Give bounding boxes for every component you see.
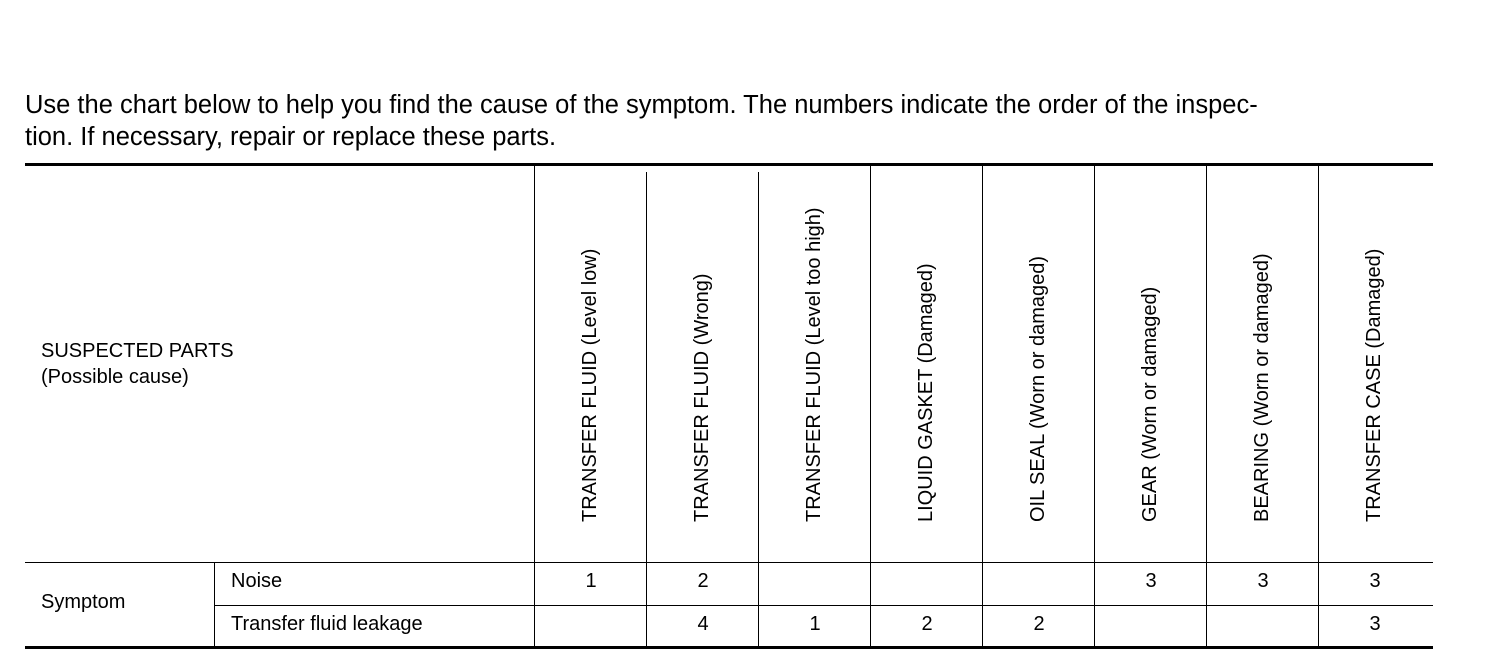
symptom-label: Symptom: [41, 591, 126, 613]
intro-line-1: Use the chart below to help you find the cause of the symptom. The numbers indicate the order of the inspec-: [25, 91, 1258, 119]
suspected-parts-subtitle: (Possible cause): [41, 366, 189, 388]
column-header-text: TRANSFER FLUID (Wrong): [691, 273, 713, 522]
table-cell: 2: [921, 613, 933, 635]
row-separator-rule: [214, 605, 1433, 606]
row-label-fluid-leakage: Transfer fluid leakage: [231, 613, 423, 635]
table-cell: 3: [1369, 570, 1381, 592]
column-header-text: TRANSFER FLUID (Level low): [579, 248, 601, 522]
suspected-parts-title: SUSPECTED PARTS: [41, 340, 234, 362]
table-top-rule: [25, 163, 1433, 166]
column-header-text: OIL SEAL (Worn or damaged): [1027, 255, 1049, 522]
table-cell: 1: [809, 613, 821, 635]
table-cell: 3: [1257, 570, 1269, 592]
intro-text: [25, 89, 1455, 153]
column-header: [534, 168, 646, 560]
column-header: [1318, 168, 1430, 560]
suspected-parts-label: [41, 338, 234, 390]
row-label-noise: Noise: [231, 570, 283, 592]
table-bottom-rule: [25, 646, 1433, 649]
column-header-text: TRANSFER FLUID (Level too high): [803, 207, 825, 522]
table-cell: 2: [1033, 613, 1045, 635]
column-header: [646, 168, 758, 560]
column-header: [870, 168, 982, 560]
column-header-text: LIQUID GASKET (Damaged): [915, 263, 937, 522]
column-header-text: TRANSFER CASE (Damaged): [1363, 248, 1385, 522]
column-header: [1206, 168, 1318, 560]
column-header: [982, 168, 1094, 560]
table-cell: 3: [1145, 570, 1157, 592]
table-cell: 1: [585, 570, 597, 592]
table-cell: 4: [697, 613, 709, 635]
symptom-divider: [214, 563, 215, 647]
intro-line-2: tion. If necessary, repair or replace these parts.: [25, 123, 557, 151]
column-header: [758, 168, 870, 560]
table-cell: 2: [697, 570, 709, 592]
column-header: [1094, 168, 1206, 560]
header-bottom-rule: [25, 562, 1433, 563]
column-header-text: BEARING (Worn or damaged): [1251, 253, 1273, 522]
column-header-text: GEAR (Worn or damaged): [1139, 286, 1161, 522]
table-cell: 3: [1369, 613, 1381, 635]
